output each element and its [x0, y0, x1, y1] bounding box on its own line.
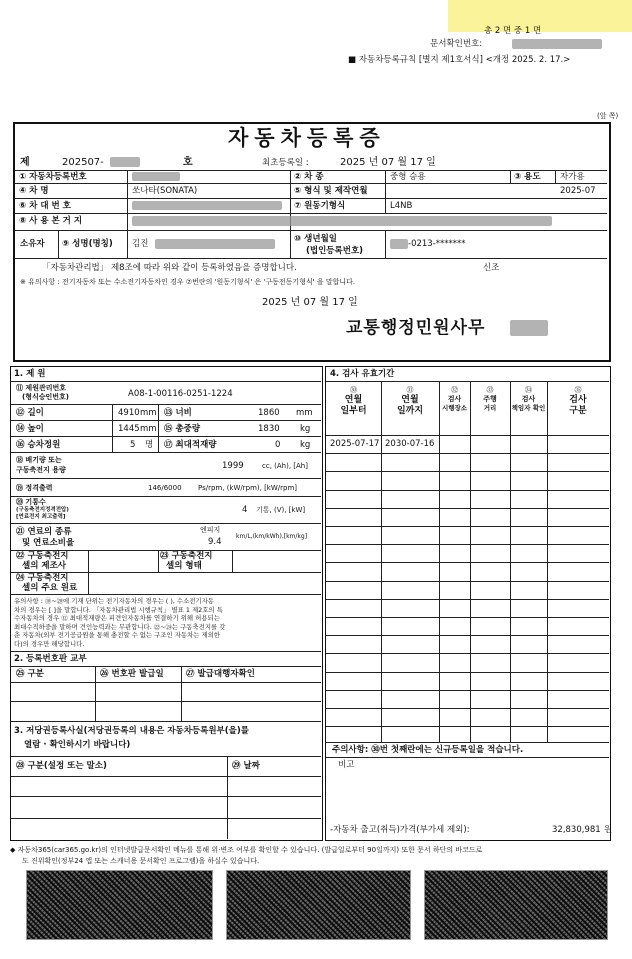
verification-barcode-2 — [226, 870, 411, 940]
fuel-type-label: ㉑ 연료의 종류 — [16, 527, 72, 537]
mgmt-number-value: A08-1-00116-0251-1224 — [128, 389, 233, 399]
inspection-header-cell: ㉚ 연월 일부터 — [340, 386, 367, 416]
front-page-label: (앞 쪽) — [597, 112, 619, 120]
cert-number-suffix: 호 — [183, 157, 193, 168]
inspection-row-divider — [326, 562, 609, 563]
specs-title: 1. 제 원 — [14, 369, 46, 379]
inspection-row-divider — [326, 435, 609, 436]
verification-barcode-3 — [424, 870, 608, 940]
first-reg-label: 최초등록일 : — [262, 158, 309, 168]
note-line: 유의사항 : ⑱~⑳에 기재 단위는 전기자동차의 경우는 ( ), 수소전기자동 — [14, 597, 214, 605]
inspection-header-cell: ㉝ 주행 거리 — [483, 386, 497, 412]
owner-label: 소유자 — [20, 239, 45, 249]
inspection-header-cell: ㉞ 검사 책임자 확인 — [511, 386, 546, 412]
inspection-row-divider — [326, 708, 609, 709]
max-load-value: 0 — [275, 440, 281, 450]
price-label: -자동차 출고(취득)가격(부가세 제외): — [330, 825, 470, 835]
cylinders-label: ⑳ 기통수 — [16, 498, 46, 506]
mgmt-number-label: ⑪ 제원관리번호 — [16, 384, 67, 392]
footer-line-2: 도 진위확인(정부24 앱 또는 스캐너용 문서확인 프로그램)을 하실수 있습니다. — [22, 857, 260, 865]
footer-line-1: ◆ 자동차365(car365.go.kr)의 인터넷발급문서확인 메뉴를 통해 위·변조 여부를 확인할 수 있습니다. (발급일로부터 90일까지) 또한 문서 하단의 바코드로 — [10, 846, 483, 854]
certificate-title: 자동차등록증 — [228, 126, 386, 150]
length-value: 4910 — [118, 408, 140, 418]
address-label: ⑧ 사 용 본 거 지 — [19, 216, 83, 226]
issue-date: 2025 년 07 월 17 일 — [262, 297, 358, 308]
model-date-label: ⑤ 형식 및 제작연월 — [294, 186, 368, 196]
cylinders-unit: 기통, (V), [kW] — [256, 506, 306, 514]
note-line: 춘 자동차(외부 전기공급원을 통해 충전할 수 없는 구조인 자동차는 제외한 — [14, 631, 220, 639]
inspection-box — [325, 366, 611, 841]
inspection-row-divider — [326, 581, 609, 582]
inspection-row-divider — [326, 672, 609, 673]
redacted-cert-number — [110, 157, 140, 167]
plate-section-title: 2. 등록번호판 교부 — [14, 654, 87, 664]
approval-number-label: (형식승인번호) — [22, 393, 69, 401]
seats-label: ⑯ 승차정원 — [16, 440, 61, 450]
mortgage-title-2: 열람 · 확인하시기 바랍니다) — [24, 740, 131, 750]
note-line: 수자동차의 경우 ⑫ 최대적재량은 피견인자동차를 연결하기 위해 허용되는 — [14, 614, 220, 622]
note-line: 최대수직하중을 말하며 견인능력과는 무관합니다. ㉒~㉔는 구동축전지를 갖 — [14, 622, 226, 631]
seats-value: 5 — [130, 440, 136, 450]
model-date-value: 2025-07 — [560, 186, 596, 196]
inspection-row-divider — [326, 526, 609, 527]
inspection-row-divider — [326, 544, 609, 545]
reg-number-label: ① 자동차등록번호 — [19, 172, 87, 182]
plate-col-issue-date: ㉖ 번호판 발급일 — [100, 669, 164, 679]
inspection-row-divider — [326, 471, 609, 472]
cell-material-label-2: 셀의 주요 원료 — [22, 583, 78, 593]
redacted-doc-number — [512, 39, 602, 49]
fuel-efficiency-unit: km/L,(km/kWh),[km/kg] — [236, 533, 308, 540]
vehicle-type-label: ② 차 종 — [294, 172, 324, 182]
mortgage-col-type: ㉘ 구분(설정 또는 말소) — [16, 761, 107, 771]
birth-label: ⑩ 생년월일 — [294, 234, 338, 244]
birth-value: -0213-******* — [408, 239, 466, 249]
car-name-value: 쏘나타(SONATA) — [132, 186, 198, 196]
width-value: 1860 — [258, 408, 280, 418]
inspection-title: 4. 검사 유효기간 — [330, 369, 395, 379]
inspection-row-divider — [326, 508, 609, 509]
use-value: 자가용 — [560, 172, 585, 182]
gross-weight-label: ⑮ 총중량 — [164, 424, 201, 434]
declaration-text: 「자동차관리법」 제8조에 따라 위와 같이 등록하였음을 증명합니다. — [42, 263, 297, 273]
verification-barcode-1 — [26, 870, 213, 940]
inspection-header-cell: ㉜ 검사 시행장소 — [441, 386, 468, 412]
declaration-note: ※ 유의사항 : 전기자동차 또는 수소전기자동차인 경우 ⑦번란의 '원동기형식' 은 '구동전동기형식' 을 말합니다. — [20, 278, 356, 286]
specs-note — [14, 597, 319, 648]
doc-number-label: 문서확인번호: — [430, 39, 483, 49]
displacement-unit: cc, (Ah), [Ah] — [262, 462, 308, 470]
fuel-efficiency-value: 9.4 — [208, 537, 222, 547]
inspection-row-divider — [326, 690, 609, 691]
width-label: ⑬ 너비 — [164, 408, 192, 418]
inspection-header-cell: ㉟ 검사 구분 — [569, 386, 587, 416]
inspection-row-divider — [326, 617, 609, 618]
remarks-label: 비고 — [338, 760, 355, 770]
displacement-label: ⑱ 배기량 또는 — [16, 456, 62, 464]
redacted-seal — [510, 320, 548, 336]
redacted-vin — [132, 201, 282, 210]
issuer-name: 교통행정민원사무 — [346, 318, 486, 338]
redacted-reg-number — [132, 172, 180, 181]
displacement-value: 1999 — [222, 461, 244, 471]
cell-maker-label-2: 셀의 제조사 — [22, 561, 67, 571]
battery-voltage-label: (구동축전지정격전압) — [16, 507, 69, 513]
vehicle-type-value: 중형 승용 — [390, 172, 426, 182]
redacted-address — [132, 216, 552, 226]
height-unit: mm — [140, 424, 157, 434]
page-marker: 총 2 면 중 1 면 — [484, 26, 542, 36]
note-line: 다)의 경우만 해당합니다. — [14, 639, 85, 648]
cert-number-prefix: 제 — [20, 157, 30, 168]
plate-col-type: ㉕ 구분 — [16, 669, 44, 679]
max-load-label: ⑰ 최대적재량 — [164, 440, 217, 450]
power-label: ⑲ 정격출력 — [16, 484, 53, 492]
redacted-owner-name — [155, 239, 275, 249]
cell-shape-label: ㉓ 구동축전지 — [160, 551, 213, 561]
power-unit: Ps/rpm, (kW/rpm), [kW/rpm] — [198, 484, 298, 492]
engine-type-label: ⑦ 원동기형식 — [294, 201, 346, 211]
redacted-birth — [390, 239, 408, 249]
inspection-note: 주의사항: ㉚번 첫째란에는 신규등록일을 적습니다. — [332, 745, 524, 755]
cert-number: 202507- — [62, 157, 104, 168]
corp-number-label: (법인등록번호) — [306, 246, 364, 256]
price-unit: 원 — [604, 825, 613, 835]
vin-label: ⑥ 차 대 번 호 — [19, 201, 71, 211]
length-label: ⑫ 길이 — [16, 408, 44, 418]
inspection-header-cell: ㉛ 연월 일까지 — [396, 386, 424, 416]
first-reg-date: 2025 년 07 월 17 일 — [340, 157, 436, 168]
max-load-unit: kg — [300, 440, 311, 450]
fuel-type-value: 엔피지 — [200, 526, 221, 534]
inspection-row-divider — [326, 653, 609, 654]
fuel-efficiency-label: 및 연료소비율 — [22, 538, 75, 548]
car-name-label: ④ 차 명 — [19, 186, 49, 196]
length-unit: mm — [140, 408, 157, 418]
height-label: ⑭ 높이 — [16, 424, 44, 434]
height-value: 1445 — [118, 424, 140, 434]
gross-weight-unit: kg — [300, 424, 311, 434]
inspection-row-divider — [326, 599, 609, 600]
inspection-row-divider — [326, 490, 609, 491]
power-value: 146/6000 — [148, 484, 182, 492]
inspection-row-divider — [326, 726, 609, 727]
gross-weight-value: 1830 — [258, 424, 280, 434]
mortgage-title: 3. 저당권등록사실(저당권등록의 내용은 자동차등록원부(을)를 — [14, 726, 249, 736]
inspection-to-date: 2030-07-16 — [385, 439, 435, 449]
note-line: 차의 경우는 [ ]을 말합니다. 「자동차관리법 시행규칙」 별표 1 제2호의 특 — [14, 605, 223, 614]
cell-material-label: ㉔ 구동축전지 — [16, 573, 69, 583]
regulation-text: ■ 자동차등록규칙 [별지 제1호서식] <개정 2025. 2. 17.> — [348, 55, 571, 65]
mortgage-col-date: ㉙ 날짜 — [232, 761, 260, 771]
price-value: 32,830,981 — [552, 825, 601, 835]
owner-name-label: ⑨ 성명(명칭) — [62, 239, 113, 249]
owner-name-value: 김진 — [132, 239, 149, 249]
plate-col-agent: ㉗ 발급대행자확인 — [186, 669, 255, 679]
engine-type-value: L4NB — [390, 201, 413, 211]
cell-shape-label-2: 셀의 형태 — [166, 561, 202, 571]
seats-unit: 명 — [145, 440, 154, 450]
inspection-row-divider — [326, 453, 609, 454]
cell-maker-label: ㉒ 구동축전지 — [16, 551, 69, 561]
cylinders-value: 4 — [242, 505, 248, 515]
width-unit: mm — [296, 408, 313, 418]
inspection-row-divider — [326, 635, 609, 636]
new-car-mark: 신조 — [483, 263, 500, 273]
battery-capacity-label: 구동축전지 용량 — [16, 466, 66, 474]
inspection-from-date: 2025-07-17 — [330, 439, 380, 449]
use-label: ③ 용도 — [514, 172, 541, 182]
fuel-cell-output-label: [연료전지 최고출력] — [16, 514, 66, 520]
